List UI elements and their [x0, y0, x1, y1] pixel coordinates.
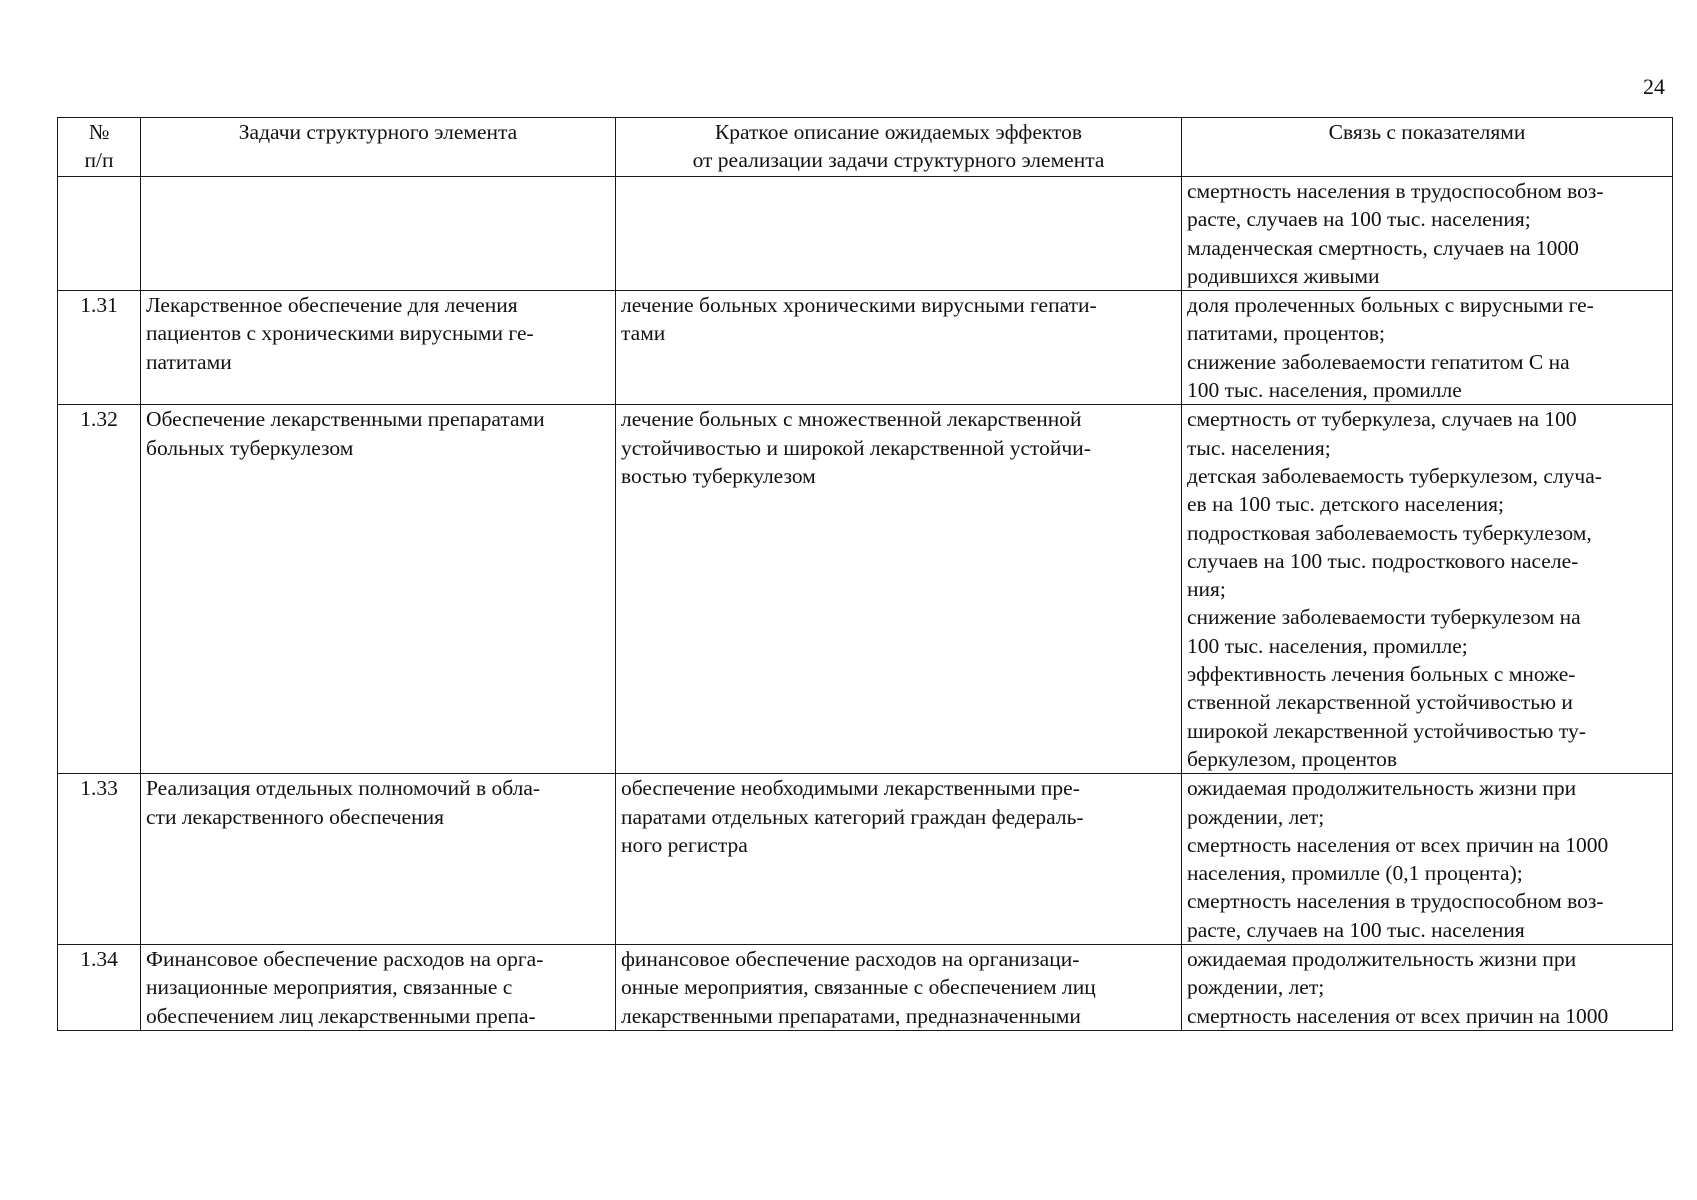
indicators-cell: [1182, 945, 1673, 1031]
cell-line: лечение больных хроническими вирусными гепати-: [621, 293, 1097, 318]
header-line: Краткое описание ожидаемых эффектов: [714, 120, 1083, 144]
row-number-cell: [58, 291, 141, 405]
cell-line: низационные мероприятия, связанные с: [146, 975, 513, 1000]
cell-line: случаев на 100 тыс. подросткового населе-: [1187, 548, 1579, 573]
table-row: [58, 774, 1673, 945]
row-number: 1.34: [80, 947, 118, 972]
row-number-cell: [58, 177, 141, 291]
cell-line: расте, случаев на 100 тыс. населения: [1187, 917, 1525, 942]
cell-line: устойчивостью и широкой лекарственной устойчи-: [621, 435, 1091, 460]
cell-line: финансовое обеспечение расходов на организаци-: [621, 947, 1080, 972]
cell-line: рождении, лет;: [1187, 804, 1325, 829]
effect-cell: [616, 291, 1182, 405]
header-indicators: [1182, 118, 1673, 177]
row-number: 1.32: [80, 407, 118, 432]
row-number-cell: [58, 945, 141, 1031]
cell-line: обеспечение необходимыми лекарственными пре-: [621, 776, 1080, 801]
cell-line: востью туберкулезом: [621, 463, 816, 488]
cell-line: лечение больных с множественной лекарственной: [621, 407, 1082, 432]
effect-cell: [616, 945, 1182, 1031]
cell-line: населения, промилле (0,1 процента);: [1187, 861, 1523, 886]
cell-line: 100 тыс. населения, промилле;: [1187, 633, 1468, 658]
cell-line: патитами, процентов;: [1187, 321, 1386, 346]
cell-line: снижение заболеваемости гепатитом С на: [1187, 349, 1570, 374]
header-line: от реализации задачи структурного элемента: [692, 148, 1105, 172]
cell-line: обеспечением лиц лекарственными препа-: [146, 1003, 536, 1028]
cell-line: ния;: [1187, 577, 1226, 602]
row-number-cell: [58, 405, 141, 774]
cell-line: широкой лекарственной устойчивостью ту-: [1187, 718, 1586, 743]
table-row: [58, 291, 1673, 405]
table-header-row: [58, 118, 1673, 177]
header-num: [58, 118, 141, 177]
cell-line: ного регистра: [621, 832, 748, 857]
indicators-cell: [1182, 774, 1673, 945]
cell-line: рождении, лет;: [1187, 975, 1325, 1000]
indicators-cell: [1182, 177, 1673, 291]
cell-line: Обеспечение лекарственными препаратами: [146, 407, 545, 432]
header-line: Связь с показателями: [1328, 120, 1526, 144]
cell-line: подростковая заболеваемость туберкулезом,: [1187, 520, 1592, 545]
row-number: 1.31: [80, 293, 118, 318]
cell-line: Лекарственное обеспечение для лечения: [146, 293, 518, 318]
cell-line: беркулезом, процентов: [1187, 746, 1398, 771]
task-cell: [141, 774, 616, 945]
header-tasks: [141, 118, 616, 177]
cell-line: младенческая смертность, случаев на 1000: [1187, 235, 1579, 260]
header-effects: [616, 118, 1182, 177]
cell-line: ожидаемая продолжительность жизни при: [1187, 776, 1577, 801]
cell-line: смертность населения в трудоспособном воз-: [1187, 179, 1604, 203]
cell-line: расте, случаев на 100 тыс. населения;: [1187, 207, 1531, 232]
header-line: Задачи структурного элемента: [238, 120, 518, 144]
cell-line: тами: [621, 321, 666, 346]
cell-line: больных туберкулезом: [146, 435, 354, 460]
task-cell: [141, 291, 616, 405]
cell-line: ственной лекарственной устойчивостью и: [1187, 690, 1573, 715]
row-number: 1.33: [80, 776, 118, 801]
table-row: [58, 945, 1673, 1031]
row-number-cell: [58, 774, 141, 945]
cell-line: тыс. населения;: [1187, 435, 1331, 460]
cell-line: смертность от туберкулеза, случаев на 100: [1187, 407, 1577, 432]
task-cell: [141, 405, 616, 774]
cell-line: доля пролеченных больных с вирусными ге-: [1187, 293, 1594, 318]
cell-line: Реализация отдельных полномочий в обла-: [146, 776, 541, 801]
cell-line: смертность населения от всех причин на 1000: [1187, 832, 1609, 857]
cell-line: смертность населения в трудоспособном воз-: [1187, 889, 1604, 914]
cell-line: смертность населения от всех причин на 1000: [1187, 1003, 1609, 1028]
table-row: [58, 405, 1673, 774]
page-number: 24: [1643, 74, 1665, 99]
cell-line: родившихся живыми: [1187, 263, 1380, 288]
effect-cell: [616, 177, 1182, 291]
cell-line: снижение заболеваемости туберкулезом на: [1187, 605, 1581, 630]
cell-line: пациентов с хроническими вирусными ге-: [146, 321, 534, 346]
header-line: №: [88, 120, 110, 144]
indicators-table: [57, 117, 1673, 1031]
cell-line: эффективность лечения больных с множе-: [1187, 662, 1576, 687]
table-row: [58, 177, 1673, 291]
cell-line: патитами: [146, 349, 232, 374]
indicators-cell: [1182, 405, 1673, 774]
cell-line: паратами отдельных категорий граждан федераль-: [621, 804, 1084, 829]
indicators-cell: [1182, 291, 1673, 405]
cell-line: лекарственными препаратами, предназначенными: [621, 1003, 1081, 1028]
cell-line: ев на 100 тыс. детского населения;: [1187, 492, 1504, 517]
effect-cell: [616, 774, 1182, 945]
effect-cell: [616, 405, 1182, 774]
task-cell: [141, 177, 616, 291]
task-cell: [141, 945, 616, 1031]
cell-line: 100 тыс. населения, промилле: [1187, 378, 1462, 403]
cell-line: детская заболеваемость туберкулезом, случа-: [1187, 463, 1602, 488]
cell-line: сти лекарственного обеспечения: [146, 804, 444, 829]
header-line: п/п: [84, 148, 114, 172]
cell-line: Финансовое обеспечение расходов на орга-: [146, 947, 544, 972]
table-body: [58, 177, 1673, 1031]
cell-line: ожидаемая продолжительность жизни при: [1187, 947, 1577, 972]
cell-line: онные мероприятия, связанные с обеспечением лиц: [621, 975, 1096, 1000]
